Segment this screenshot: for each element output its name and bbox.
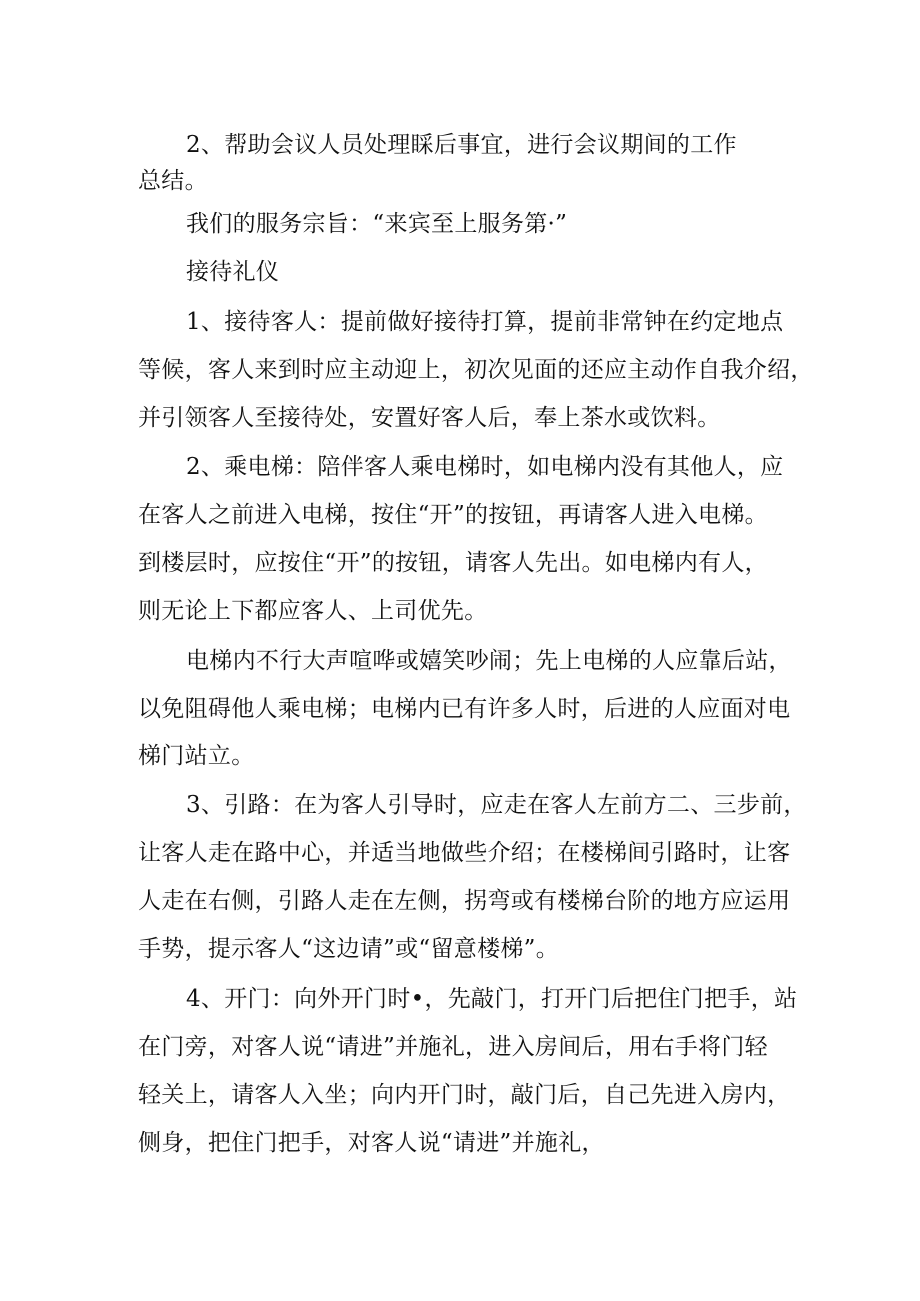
paragraph-line: 轻关上，请客人入坐；向内开门时，敲门后，自己先进入房内， (138, 1082, 791, 1108)
paragraph-line: 2、乘电梯：陪伴客人乘电梯时，如电梯内没有其他人，应 (186, 454, 784, 480)
paragraph-line: 让客人走在路中心，并适当地做些介绍；在楼梯间引路时，让客 (138, 840, 791, 866)
paragraph-line: 电梯内不行大声喧哗或嬉笑吵闹；先上电梯的人应靠后站， (186, 648, 792, 674)
paragraph-line: 以免阻碍他人乘电梯；电梯内已有许多人时，后进的人应面对电 (138, 696, 791, 722)
paragraph-line: 2、帮助会议人员处理睬后事宜，进行会议期间的工作 (186, 132, 737, 158)
paragraph-line: 3、引路：在为客人引导时，应走在客人左前方二、三步前， (186, 792, 807, 818)
paragraph-line: 侧身，把住门把手，对客人说“请进”并施礼， (138, 1130, 605, 1156)
paragraph-line: 并引领客人至接待处，安置好客人后，奉上茶水或饮料。 (138, 405, 721, 431)
paragraph-line: 到楼层时，应按住“开”的按钮，请客人先出。如电梯内有人， (138, 550, 768, 576)
paragraph-line: 总结。 (138, 168, 208, 194)
paragraph-line: 则无论上下都应客人、上司优先。 (138, 598, 488, 624)
paragraph-line: 人走在右侧，引路人走在左侧，拐弯或有楼梯台阶的地方应运用 (138, 888, 791, 914)
paragraph-line: 我们的服务宗旨：“来宾至上服务第·” (186, 211, 568, 237)
paragraph-line: 4、开门：向外开门时•，先敲门，打开门后把住门把手，站 (186, 986, 798, 1012)
paragraph-line: 等候，客人来到时应主动迎上，初次见面的还应主动作自我介绍， (138, 357, 814, 383)
paragraph-line: 在门旁，对客人说“请进”并施礼，进入房间后，用右手将门轻 (138, 1034, 768, 1060)
paragraph-line: 手势，提示客人“这边请”或“留意楼梯”。 (138, 936, 560, 962)
section-heading: 接待礼仪 (186, 259, 280, 285)
paragraph-line: 梯门站立。 (138, 743, 255, 769)
paragraph-line: 在客人之前进入电梯，按住“开”的按钮，再请客人进入电梯。 (138, 502, 768, 528)
paragraph-line: 1、接待客人：提前做好接待打算，提前非常钟在约定地点 (186, 309, 784, 335)
